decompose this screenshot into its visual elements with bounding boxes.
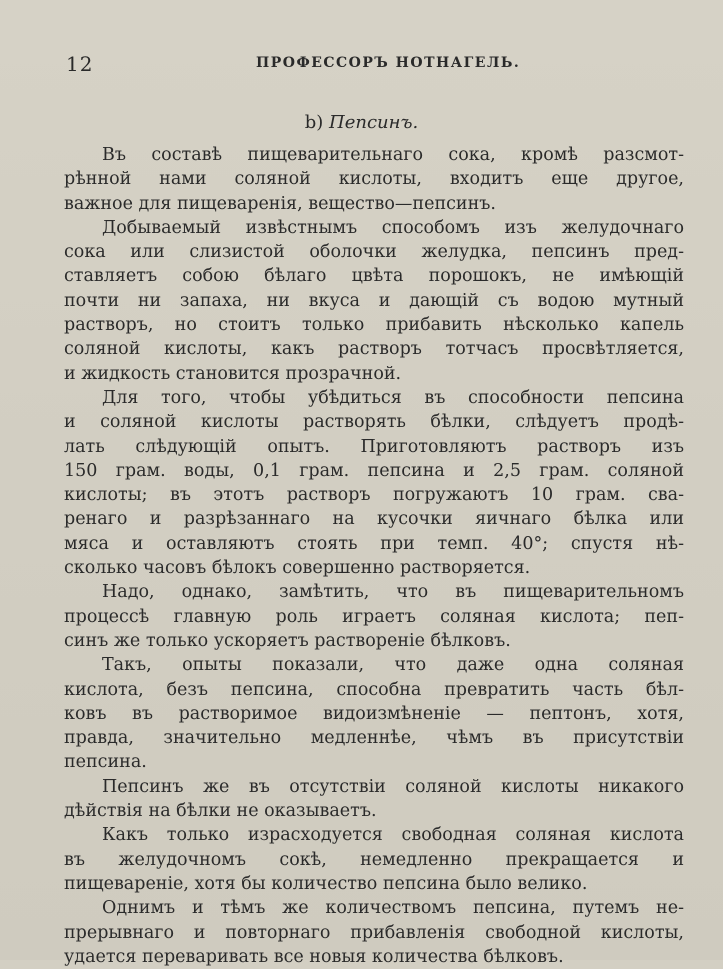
body-text: [64, 143, 684, 969]
paragraph: [64, 386, 684, 580]
text-line: сколько часовъ бѣлокъ совершенно растворяется.: [64, 558, 531, 579]
text-line: правда, значительно медленнѣе, чѣмъ въ присутствіи: [64, 728, 684, 749]
paragraph: [64, 775, 684, 824]
text-line: Какъ только израсходуется свободная соляная кислота: [102, 825, 684, 846]
text-line: ренаго и разрѣзаннаго на кусочки яичнаго бѣлка или: [64, 509, 684, 530]
text-line: 150 грам. воды, 0,1 грам. пепсина и 2,5 грам. соляной: [64, 460, 684, 481]
text-line: Такъ, опыты показали, что даже одна соляная: [102, 655, 684, 676]
text-line: Добываемый извѣстнымъ способомъ изъ желудочнаго: [102, 217, 684, 238]
text-line: пепсина.: [64, 752, 147, 773]
text-line: въ желудочномъ сокѣ, немедленно прекращается и: [64, 849, 684, 870]
text-line: почти ни запаха, ни вкуса и дающій съ водою мутный: [64, 290, 684, 311]
text-line: кислоты; въ этотъ растворъ погружаютъ 10 грам. сва-: [64, 485, 684, 506]
section-letter: b): [304, 112, 324, 133]
running-head: [66, 52, 521, 76]
text-line: пищевареніе, хотя бы количество пепсина было велико.: [64, 873, 588, 894]
text-line: Однимъ и тѣмъ же количествомъ пепсина, путемъ не-: [102, 898, 684, 919]
text-line: соляной кислоты, какъ растворъ тотчасъ просвѣтляется,: [64, 339, 684, 360]
text-line: Для того, чтобы убѣдиться въ способности пепсина: [102, 387, 684, 408]
section-heading: [0, 112, 723, 133]
text-line: лать слѣдующій опытъ. Приготовляютъ растворъ изъ: [64, 436, 684, 457]
text-line: кислота, безъ пепсина, способна превратить часть бѣл-: [64, 679, 684, 700]
section-title: Пепсинъ.: [329, 112, 419, 133]
text-line: Въ составѣ пищеварительнаго сока, кромѣ разсмот-: [102, 145, 684, 165]
text-line: процессѣ главную роль играетъ соляная кислота; пеп-: [64, 606, 684, 627]
text-line: и жидкость становится прозрачной.: [64, 363, 402, 384]
paragraph: [64, 216, 684, 386]
paragraph: [64, 823, 684, 896]
paragraph: [64, 580, 684, 653]
text-line: и соляной кислоты растворять бѣлки, слѣдуетъ продѣ-: [64, 412, 684, 433]
paragraph: [64, 896, 684, 969]
paragraph: [64, 653, 684, 774]
page-number: 12: [66, 52, 94, 76]
text-line: прерывнаго и повторнаго прибавленія свободной кислоты,: [64, 922, 684, 943]
text-line: дѣйствія на бѣлки не оказываетъ.: [64, 801, 377, 822]
text-line: Надо, однако, замѣтить, что въ пищеварительномъ: [102, 582, 684, 603]
text-line: мяса и оставляютъ стоять при темп. 40°; спустя нѣ-: [64, 533, 684, 554]
running-title: ПРОФЕССОРЪ НОТНАГЕЛЬ.: [256, 55, 521, 71]
text-line: важное для пищеваренія, вещество—пепсинъ.: [64, 193, 496, 214]
text-line: ковъ въ растворимое видоизмѣненіе — пептонъ, хотя,: [64, 703, 684, 724]
text-line: растворъ, но стоитъ только прибавить нѣсколько капель: [64, 315, 684, 336]
text-line: сока или слизистой оболочки желудка, пепсинъ пред-: [64, 242, 684, 263]
text-line: удается переваривать все новыя количества бѣлковъ.: [64, 946, 564, 967]
text-line: ставляетъ собою бѣлаго цвѣта порошокъ, не имѣющій: [64, 266, 684, 287]
text-line: синъ же только ускоряетъ раствореніе бѣлковъ.: [64, 630, 511, 651]
text-line: рѣнной нами соляной кислоты, входитъ еще другое,: [64, 169, 684, 190]
text-line: Пепсинъ же въ отсутствіи соляной кислоты никакого: [102, 776, 684, 797]
paragraph: [64, 143, 684, 216]
